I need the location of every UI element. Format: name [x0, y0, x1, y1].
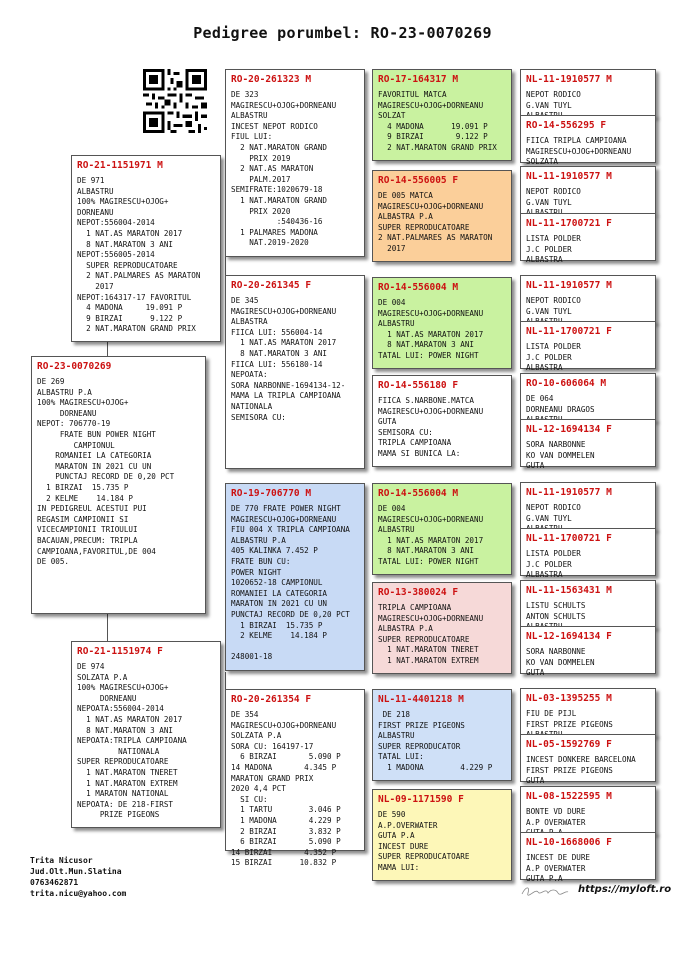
- signature-icon: [520, 884, 570, 898]
- detail-line: 4 MADONA 19.091 P: [77, 303, 183, 313]
- ring-number: NL-11-1700721 F: [526, 326, 612, 337]
- detail-line: NEPOATA:TRIPLA CAMPIOANA: [77, 736, 187, 746]
- detail-line: 1 TARTU 3.046 P: [231, 805, 341, 815]
- detail-line: FIU 004 X TRIPLA CAMPIOANA: [231, 525, 350, 535]
- card-details: [226, 501, 364, 666]
- detail-line: 2 NAT.MARATON GRAND PRIX: [378, 142, 497, 152]
- detail-line: DE 770 FRATE POWER NIGHT: [231, 504, 341, 513]
- ring-number: RO-14-556005 F: [378, 175, 459, 186]
- pedigree-card-gggp: [520, 69, 656, 117]
- detail-line: 9 BIRZAI 9.122 P: [77, 313, 183, 323]
- ring-number: NL-11-1700721 F: [526, 533, 612, 544]
- detail-line: 100% MAGIRESCU+OJOG+: [37, 398, 129, 408]
- detail-line: DE 004: [378, 298, 406, 307]
- detail-line: [231, 642, 359, 653]
- detail-line: FAVORITUL MATCA: [378, 90, 447, 99]
- ring-number: NL-12-1694134 F: [526, 631, 612, 642]
- ring-number: NL-11-1910577 M: [526, 487, 612, 498]
- card-details: [373, 807, 511, 877]
- detail-line: ALBASTRU: [231, 111, 268, 121]
- qr-code-icon: [143, 69, 207, 133]
- ring-number: RO-14-556180 F: [378, 380, 459, 391]
- detail-line: INCEST NEPOT RODICO: [231, 121, 318, 131]
- ring-number: RO-20-261345 F: [231, 280, 312, 291]
- detail-line: SUPER REPRODUCATOARE: [378, 634, 470, 644]
- detail-line: BONTE VD DURE: [526, 807, 586, 816]
- detail-line: SEMIFRATE:1020679-18: [231, 185, 323, 195]
- detail-line: TATAL LUI: POWER NIGHT: [378, 350, 479, 360]
- card-details: [521, 231, 655, 269]
- detail-line: LISTA POLDER: [526, 234, 581, 243]
- detail-line: ALBASTRA P.A: [378, 624, 433, 634]
- detail-line: SEMISORA CU:: [231, 412, 286, 422]
- detail-line: MAGIRESCU+OJOG+DORNEANU: [231, 720, 337, 730]
- detail-line: VICECAMPIONII TRIOULUI: [37, 525, 138, 535]
- detail-line: NEPOATA:556004-2014: [77, 704, 164, 714]
- pedigree-card-granddam-maternal: [225, 689, 365, 868]
- ring-number: NL-05-1592769 F: [526, 739, 612, 750]
- detail-line: MAMA SI BUNICA LA:: [378, 448, 461, 458]
- detail-line: NEPOATA:: [231, 370, 268, 380]
- detail-line: DE 218: [378, 710, 411, 719]
- detail-line: SORA NARBONNE-1694134-12-: [231, 380, 346, 390]
- pedigree-card-gggp: [520, 166, 656, 214]
- pedigree-card-ggp: [372, 170, 512, 262]
- detail-line: TATAL LUI:: [378, 752, 424, 762]
- ring-number: RO-10-606064 M: [526, 378, 607, 389]
- ring-number: RO-20-261354 F: [231, 694, 312, 705]
- card-details: [226, 293, 364, 426]
- detail-line: 248001-18: [231, 652, 273, 662]
- detail-line: DE 971: [77, 176, 105, 185]
- card-details: [32, 374, 205, 571]
- detail-line: TRIPLA CAMPIOANA: [378, 603, 452, 612]
- detail-line: 1 PALMARES MADONA: [231, 227, 318, 237]
- detail-line: SOLZAT: [378, 111, 406, 121]
- detail-line: 2017: [77, 281, 114, 291]
- card-details: [226, 87, 364, 252]
- detail-line: GUTA: [378, 417, 397, 427]
- detail-line: MARATON GRAND PRIX: [231, 773, 314, 783]
- detail-line: CAMPIONUL: [37, 440, 115, 450]
- detail-line: SUPER REPRODUCATOARE: [77, 260, 178, 270]
- detail-line: FIRST PRIZE PIGEONS: [526, 719, 613, 729]
- detail-line: NATIONALA: [231, 401, 273, 411]
- detail-line: J.C POLDER: [526, 244, 572, 254]
- ring-number: NL-12-1694134 F: [526, 424, 612, 435]
- detail-line: SORA NARBONNE: [526, 440, 586, 449]
- detail-line: MAGIRESCU+OJOG+DORNEANU: [378, 100, 484, 110]
- detail-line: 1 NAT.MARATON TNERET: [77, 767, 178, 777]
- pedigree-card-ggp: [372, 277, 512, 369]
- detail-line: MAGIRESCU+OJOG+DORNEANU: [378, 406, 484, 416]
- detail-line: DE 974: [77, 662, 105, 671]
- detail-line: LISTA POLDER: [526, 549, 581, 558]
- detail-line: 9 BIRZAI 9.122 P: [378, 132, 488, 142]
- detail-line: MAGIRESCU+OJOG+DORNEANU: [526, 146, 632, 156]
- detail-line: TRIPLA CAMPIOANA: [378, 438, 452, 448]
- card-details: [373, 501, 511, 571]
- detail-line: GUTA P.A: [526, 874, 563, 884]
- detail-line: MAGIRESCU+OJOG+DORNEANU: [378, 514, 484, 524]
- card-details: [373, 707, 511, 777]
- card-details: [72, 659, 220, 824]
- card-details: [72, 173, 220, 338]
- ring-number: RO-21-1151974 F: [77, 646, 163, 657]
- detail-line: REGASIM CAMPIONII SI: [37, 514, 129, 524]
- detail-line: 8 NAT.MARATON 3 ANI: [231, 348, 328, 358]
- detail-line: 15 BIRZAI 10.832 P: [231, 858, 337, 868]
- detail-line: DE 590: [378, 810, 406, 819]
- detail-line: ALBASTRU P.A: [37, 387, 92, 397]
- detail-line: 1 NAT.AS MARATON 2017: [231, 338, 337, 348]
- ring-number: RO-21-1151971 M: [77, 160, 163, 171]
- pedigree-card-ggp: [372, 789, 512, 881]
- pedigree-card-grandsire-maternal: [225, 483, 365, 671]
- detail-line: 100% MAGIRESCU+OJOG+: [77, 197, 169, 207]
- detail-line: 1 MARATON NATIONAL: [77, 789, 169, 799]
- detail-line: FIU DE PIJL: [526, 709, 577, 718]
- detail-line: DORNEANU: [77, 693, 137, 703]
- detail-line: PUNCTAJ RECORD DE 0,20 PCT: [231, 609, 350, 619]
- detail-line: ALBASTRA P.A: [378, 212, 433, 222]
- detail-line: DE 269: [37, 377, 65, 386]
- detail-line: MAGIRESCU+OJOG+DORNEANU: [231, 100, 337, 110]
- card-details: [373, 87, 511, 157]
- detail-line: SUPER REPRODUCATOARE: [77, 757, 169, 767]
- pedigree-card-gggp: [520, 626, 656, 678]
- detail-line: NEPOT RODICO: [526, 90, 581, 99]
- card-details: [373, 188, 511, 258]
- detail-line: J.C POLDER: [526, 559, 572, 569]
- detail-line: ALBASTRU: [378, 731, 415, 741]
- detail-line: ROMANIEI LA CATEGORIA: [37, 451, 152, 461]
- detail-line: G.VAN TUYL: [526, 100, 572, 110]
- pedigree-card-gggp: [520, 321, 656, 373]
- detail-line: 1 NAT.AS MARATON 2017: [378, 329, 484, 339]
- detail-line: 2 KELME 14.184 P: [231, 631, 328, 641]
- card-details: [521, 644, 655, 682]
- pedigree-card-gggp: [520, 688, 656, 736]
- detail-line: FIRST PRIZE PIGEONS: [526, 765, 613, 775]
- detail-line: 2 NAT.MARATON GRAND: [231, 142, 328, 152]
- detail-line: 2 NAT.MARATON GRAND PRIX: [77, 324, 196, 334]
- detail-line: NEPOT RODICO: [526, 296, 581, 305]
- card-details: [373, 393, 511, 463]
- detail-line: NEPOT RODICO: [526, 503, 581, 512]
- card-details: [521, 437, 655, 475]
- detail-line: GUTA P.A: [378, 831, 415, 841]
- ring-number: RO-14-556295 F: [526, 120, 607, 131]
- ring-number: NL-11-1910577 M: [526, 280, 612, 291]
- detail-line: SUPER REPRODUCATOARE: [378, 222, 470, 232]
- pedigree-card-gggp: [520, 213, 656, 265]
- pedigree-card-ggp: [372, 69, 512, 161]
- card-details: [521, 546, 655, 584]
- pedigree-card-gggp: [520, 528, 656, 580]
- detail-line: DE 323: [231, 90, 259, 99]
- detail-line: FIUL LUI:: [231, 132, 273, 142]
- detail-line: MARATON IN 2021 CU UN: [37, 461, 152, 471]
- detail-line: 14 MADONA 4.345 P: [231, 762, 337, 772]
- detail-line: 1 NAT.MARATON EXTREM: [77, 778, 178, 788]
- detail-line: DE 345: [231, 296, 259, 305]
- ring-number: NL-08-1522595 M: [526, 791, 612, 802]
- detail-line: GUTA: [526, 461, 545, 471]
- detail-line: IN PEDIGREUL ACESTUI PUI: [37, 504, 147, 514]
- ring-number: RO-13-380024 F: [378, 587, 459, 598]
- detail-line: 8 NAT.MARATON 3 ANI: [378, 340, 475, 350]
- detail-line: NEPOATA: DE 218-FIRST: [77, 799, 174, 809]
- ring-number: NL-11-1563431 M: [526, 585, 612, 596]
- detail-line: SUPER REPRODUCATOARE: [378, 852, 470, 862]
- detail-line: 8 NAT.MARATON 3 ANI: [378, 546, 475, 556]
- detail-line: 1 NAT.AS MARATON 2017: [378, 535, 484, 545]
- detail-line: ANTON SCHULTS: [526, 611, 586, 621]
- detail-line: FRATE BUN CU:: [231, 556, 291, 566]
- pedigree-card-gggp: [520, 115, 656, 167]
- detail-line: 8 NAT.MARATON 3 ANI: [77, 239, 174, 249]
- detail-line: NEPOT: 706770-19: [37, 419, 111, 429]
- detail-line: 14 BIRZAI 4.352 P: [231, 847, 337, 857]
- card-details: [226, 707, 364, 872]
- detail-line: DE 064: [526, 394, 554, 403]
- ring-number: NL-10-1668006 F: [526, 837, 612, 848]
- detail-line: FIICA TRIPLA CAMPIOANA: [526, 136, 627, 145]
- card-details: [373, 600, 511, 670]
- detail-line: DORNEANU: [77, 207, 114, 217]
- pedigree-card-gggp: [520, 832, 656, 884]
- pedigree-card-dam: [71, 641, 221, 828]
- detail-line: NAT.2019-2020: [231, 238, 309, 248]
- detail-line: INCEST DURE: [378, 841, 429, 851]
- ring-number: NL-03-1395255 M: [526, 693, 612, 704]
- detail-line: 405 KALINKA 7.452 P: [231, 546, 318, 556]
- detail-line: MAGIRESCU+OJOG+DORNEANU: [378, 201, 484, 211]
- detail-line: MAMA LUI:: [378, 862, 420, 872]
- pedigree-card-gggp: [520, 580, 656, 628]
- detail-line: A.P.OVERWATER: [378, 820, 438, 830]
- pedigree-card-sire: [71, 155, 221, 342]
- detail-line: 1 BIRZAI 15.735 P: [231, 620, 323, 630]
- detail-line: MARATON IN 2021 CU UN: [231, 599, 328, 609]
- detail-line: :540436-16: [231, 217, 323, 227]
- detail-line: KO VAN DOMMELEN: [526, 450, 595, 460]
- detail-line: TATAL LUI: POWER NIGHT: [378, 556, 479, 566]
- detail-line: 2 BIRZAI 3.832 P: [231, 826, 341, 836]
- ring-number: NL-11-4401218 M: [378, 694, 464, 705]
- pedigree-card-gggp: [520, 786, 656, 834]
- detail-line: 8 NAT.MARATON 3 ANI: [77, 725, 174, 735]
- detail-line: ALBASTRU: [378, 319, 415, 329]
- ring-number: RO-23-0070269: [37, 361, 112, 372]
- detail-line: BACAUAN,PRECUM: TRIPLA: [37, 535, 138, 545]
- detail-line: ALBASTRA: [526, 570, 563, 580]
- detail-line: ALBASTRA: [231, 317, 268, 327]
- detail-line: 1020652-18 CAMPIONUL: [231, 578, 323, 588]
- ring-number: NL-11-1910577 M: [526, 74, 612, 85]
- detail-line: FIRST PRIZE PIGEONS: [378, 720, 465, 730]
- detail-line: NATIONALA: [77, 746, 160, 756]
- detail-line: NEPOT:556005-2014: [77, 250, 155, 260]
- detail-line: MAMA LA TRIPLA CAMPIOANA: [231, 391, 341, 401]
- pedigree-card-gggp: [520, 482, 656, 530]
- pedigree-card-ggp: [372, 375, 512, 467]
- detail-line: 1 NAT.MARATON EXTREM: [378, 655, 479, 665]
- detail-line: A.P OVERWATER: [526, 863, 586, 873]
- ring-number: NL-11-1700721 F: [526, 218, 612, 229]
- card-details: [521, 339, 655, 377]
- owner-name: Trita Nicusor: [30, 856, 93, 865]
- pedigree-card-ggp: [372, 582, 512, 674]
- detail-line: SUPER REPRODUCATOR: [378, 741, 461, 751]
- detail-line: 1 NAT.AS MARATON 2017: [77, 228, 183, 238]
- detail-line: 1 MADONA 4.229 P: [378, 762, 493, 772]
- detail-line: DE 004: [378, 504, 406, 513]
- detail-line: INCEST DONKERE BARCELONA: [526, 755, 636, 764]
- detail-line: 1 BIRZAI 15.735 P: [37, 482, 129, 492]
- detail-line: 2 NAT.AS MARATON: [231, 164, 314, 174]
- pedigree-card-ggp: [372, 483, 512, 575]
- pedigree-card-grandsire-paternal: [225, 69, 365, 257]
- connector-line: [107, 613, 108, 641]
- detail-line: 6 BIRZAI 5.090 P: [231, 752, 341, 762]
- detail-line: 2 NAT.PALMARES AS MARATON: [378, 233, 493, 243]
- ring-number: NL-09-1171590 F: [378, 794, 464, 805]
- owner-phone: 0763462871: [30, 878, 79, 887]
- page-title: Pedigree porumbel: RO-23-0070269: [193, 24, 492, 42]
- detail-line: ALBASTRU: [77, 186, 114, 196]
- detail-line: DE 005 MATCA: [378, 191, 433, 200]
- ring-number: RO-19-706770 M: [231, 488, 312, 499]
- detail-line: LISTU SCHULTS: [526, 601, 586, 610]
- detail-line: MAGIRESCU+OJOG+DORNEANU: [231, 306, 337, 316]
- detail-line: PRIX 2020: [231, 206, 291, 216]
- detail-line: ALBASTRA: [526, 363, 563, 373]
- detail-line: 1 NAT.MARATON GRAND: [231, 195, 328, 205]
- detail-line: DORNEANU: [37, 408, 97, 418]
- detail-line: GUTA: [526, 776, 545, 786]
- ring-number: RO-14-556004 M: [378, 282, 459, 293]
- detail-line: G.VAN TUYL: [526, 306, 572, 316]
- detail-line: PUNCTAJ RECORD DE 0,20 PCT: [37, 472, 175, 482]
- detail-line: ALBASTRU: [378, 525, 415, 535]
- detail-line: DE 005.: [37, 557, 70, 567]
- detail-line: CAMPIOANA,FAVORITUL,DE 004: [37, 546, 156, 556]
- card-details: [521, 850, 655, 888]
- detail-line: GUTA: [526, 668, 545, 678]
- ring-number: NL-11-1910577 M: [526, 171, 612, 182]
- detail-line: FIICA S.NARBONE.MATCA: [378, 396, 475, 405]
- detail-line: POWER NIGHT: [231, 567, 282, 577]
- detail-line: 2017: [378, 243, 406, 253]
- pedigree-card-ggp: [372, 689, 512, 781]
- detail-line: 2 KELME 14.184 P: [37, 493, 134, 503]
- detail-line: SOLZATA: [526, 157, 559, 167]
- detail-line: DORNEANU DRAGOS: [526, 404, 595, 414]
- detail-line: NEPOT:556004-2014: [77, 218, 155, 228]
- detail-line: PRIZE PIGEONS: [77, 810, 160, 820]
- detail-line: KO VAN DOMMELEN: [526, 657, 595, 667]
- detail-line: MAGIRESCU+OJOG+DORNEANU: [378, 308, 484, 318]
- detail-line: SOLZATA P.A: [77, 672, 128, 682]
- detail-line: 2020 4,4 PCT: [231, 784, 286, 794]
- pedigree-card-gggp: [520, 734, 656, 786]
- website-link[interactable]: https://myloft.ro: [578, 884, 672, 895]
- owner-contact: [30, 855, 126, 899]
- detail-line: DE 354: [231, 710, 259, 719]
- detail-line: FRATE BUN POWER NIGHT: [37, 429, 156, 439]
- detail-line: SEMISORA CU:: [378, 427, 433, 437]
- pedigree-card-subject: [31, 356, 206, 614]
- card-details: [373, 295, 511, 365]
- detail-line: 4 MADONA 19.091 P: [378, 121, 488, 131]
- detail-line: ALBASTRU P.A: [231, 535, 286, 545]
- detail-line: SOLZATA P.A: [231, 731, 282, 741]
- ring-number: RO-20-261323 M: [231, 74, 312, 85]
- detail-line: PALM.2017: [231, 174, 291, 184]
- card-details: [521, 752, 655, 790]
- pedigree-card-gggp: [520, 275, 656, 323]
- detail-line: MAGIRESCU+OJOG+DORNEANU: [231, 514, 337, 524]
- detail-line: SORA NARBONNE: [526, 647, 586, 656]
- detail-line: NEPOT RODICO: [526, 187, 581, 196]
- owner-location: Jud.Olt.Mun.Slatina: [30, 867, 122, 876]
- detail-line: MAGIRESCU+OJOG+DORNEANU: [378, 613, 484, 623]
- detail-line: INCEST DE DURE: [526, 853, 591, 862]
- ring-number: RO-17-164317 M: [378, 74, 459, 85]
- pedigree-card-gggp: [520, 373, 656, 421]
- detail-line: 1 MADONA 4.229 P: [231, 815, 341, 825]
- detail-line: ALBASTRA: [526, 255, 563, 265]
- detail-line: 100% MAGIRESCU+OJOG+: [77, 683, 169, 693]
- detail-line: 6 BIRZAI 5.090 P: [231, 837, 341, 847]
- ring-number: RO-14-556004 M: [378, 488, 459, 499]
- detail-line: 1 NAT.AS MARATON 2017: [77, 714, 183, 724]
- pedigree-card-gggp: [520, 419, 656, 471]
- detail-line: LISTA POLDER: [526, 342, 581, 351]
- detail-line: G.VAN TUYL: [526, 197, 572, 207]
- detail-line: SI CU:: [231, 794, 268, 804]
- detail-line: 1 NAT.MARATON TNERET: [378, 645, 479, 655]
- detail-line: ROMANIEI LA CATEGORIA: [231, 588, 328, 598]
- detail-line: PRIX 2019: [231, 153, 291, 163]
- detail-line: FIICA LUI: 556004-14: [231, 327, 323, 337]
- detail-line: FIICA LUI: 556180-14: [231, 359, 323, 369]
- detail-line: G.VAN TUYL: [526, 513, 572, 523]
- detail-line: 2 NAT.PALMARES AS MARATON: [77, 271, 201, 281]
- detail-line: J.C POLDER: [526, 352, 572, 362]
- detail-line: SORA CU: 164197-17: [231, 741, 314, 751]
- pedigree-card-granddam-paternal: [225, 275, 365, 469]
- detail-line: A.P OVERWATER: [526, 817, 586, 827]
- detail-line: NEPOT:164317-17 FAVORITUL: [77, 292, 192, 302]
- owner-email[interactable]: trita.nicu@yahoo.com: [30, 889, 127, 898]
